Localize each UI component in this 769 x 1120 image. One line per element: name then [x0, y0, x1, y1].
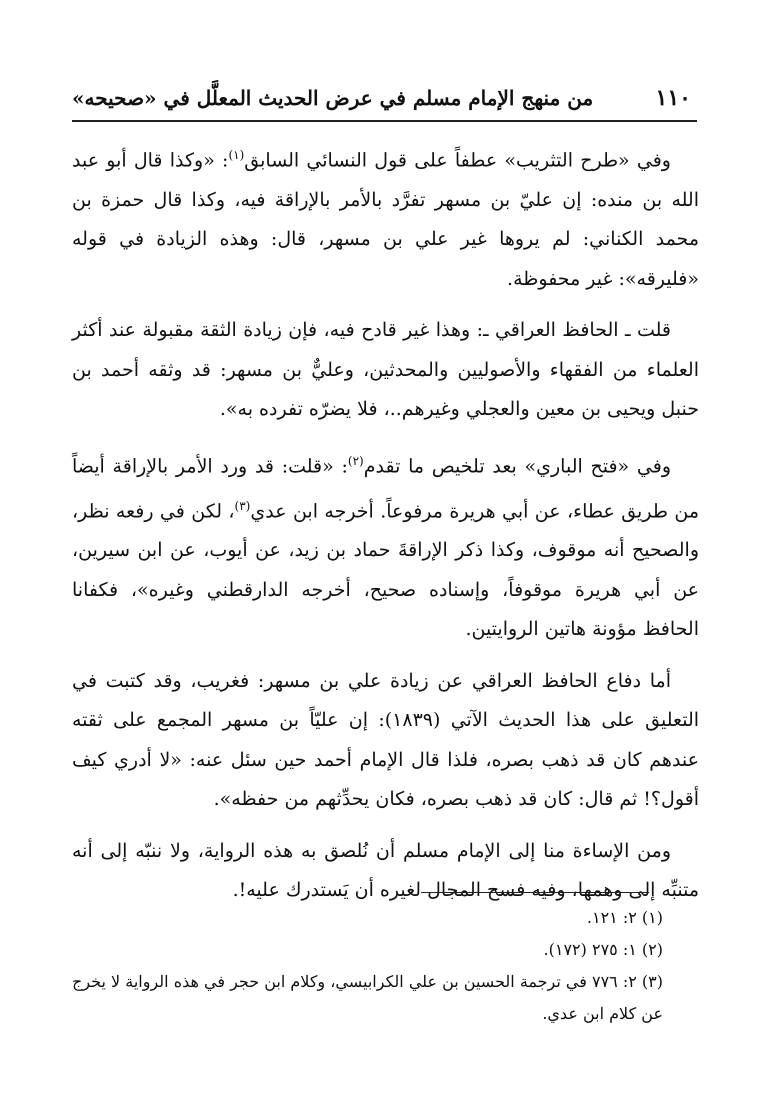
page-number: ١١٠ — [655, 85, 691, 111]
main-text — [72, 136, 699, 923]
footnote-ref-3: (٣) — [234, 498, 251, 513]
paragraph-5: ومن الإساءة منا إلى الإمام مسلم أن نُلصق به هذه الرواية، ولا ننبّه إلى أنه متنبِّه إلى وهمها، وفيه فسح المجال لغيره أن يَستدرك عليه!. — [72, 839, 699, 902]
paragraph-3-text-b: : «قلت: قد ورد الأمر بالإراقة أيضاً من طريق عطاء، عن أبي هريرة مرفوعاً. أخرجه ابن عدي — [72, 455, 699, 522]
paragraph-1 — [72, 136, 699, 299]
footnote-1: (١) ٢: ١٢١. — [586, 908, 663, 927]
paragraph-3-text-a: وفي «فتح الباري» بعد تلخيص ما تقدم — [363, 455, 672, 478]
footnotes — [72, 902, 663, 1030]
paragraph-4: أما دفاع الحافظ العراقي عن زيادة علي بن مسهر: فغريب، وقد كتبت في التعليق على هذا الحديث الآتي (١٨٣٩): إن عليّاً بن مسهر المجمع على ثقته عندهم كان قد ذهب بصره، فلذا قال الإمام أحمد حين سئل عنه: «لا أدري كيف أقول؟! ثم قال: كان قد ذهب بصره، فكان يحدِّثهم من حفظه». — [72, 669, 700, 811]
footnote-ref-2: (٢) — [347, 453, 364, 468]
paragraph-3 — [72, 442, 699, 650]
footnote-ref-1: (١) — [228, 148, 245, 162]
page-header — [72, 78, 691, 118]
running-title: من منهج الإمام مسلم في عرض الحديث المعلَّل في «صحيحه» — [72, 86, 594, 110]
paragraph-1-text-a: وفي «طرح التثريب» عطفاً على قول النسائي السابق — [244, 149, 671, 172]
paragraph-3-text-c: ، لكن في رفعه نظر، والصحيح أنه موقوف، وكذا ذكر الإراقةَ حماد بن زيد، عن أيوب، عن ابن سيرين، عن أبي هريرة موقوفاً، وإسناده صحيح، أخرجه الدارقطني وغيره»، فكفانا الحافظ مؤونة هاتين الروايتين. — [72, 499, 699, 641]
footnote-2: (٢) ١: ٢٧٥ (١٧٢). — [543, 940, 663, 959]
paragraph-1-text-b: : «وكذا قال أبو عبد الله بن منده: إن عليّ بن مسهر تفرَّد بالأمر بالإراقة فيه، وكذا قال حمزة بن محمد الكناني: لم يروها غير علي بن مسهر، قال: وهذه الزيادة في قوله «فليرقه»: غير محفوظة. — [72, 149, 699, 290]
header-rule — [72, 120, 697, 122]
footnote-3: (٣) ٢: ٧٧٦ في ترجمة الحسين بن علي الكرابيسي، وكلام ابن حجر في هذه الرواية لا يخرج عن كلام ابن عدي. — [72, 972, 663, 1023]
paragraph-2: قلت ـ الحافظ العراقي ـ: وهذا غير قادح فيه، فإن زيادة الثقة مقبولة عند أكثر العلماء من الفقهاء والأصوليين والمحدثين، وعليٌّ بن مسهر: قد وثقه أحمد بن حنبل ويحيى بن معين والعجلي وغيرهم..، فلا يضرّه تفرده به». — [72, 319, 699, 421]
footnote-separator — [421, 892, 649, 893]
